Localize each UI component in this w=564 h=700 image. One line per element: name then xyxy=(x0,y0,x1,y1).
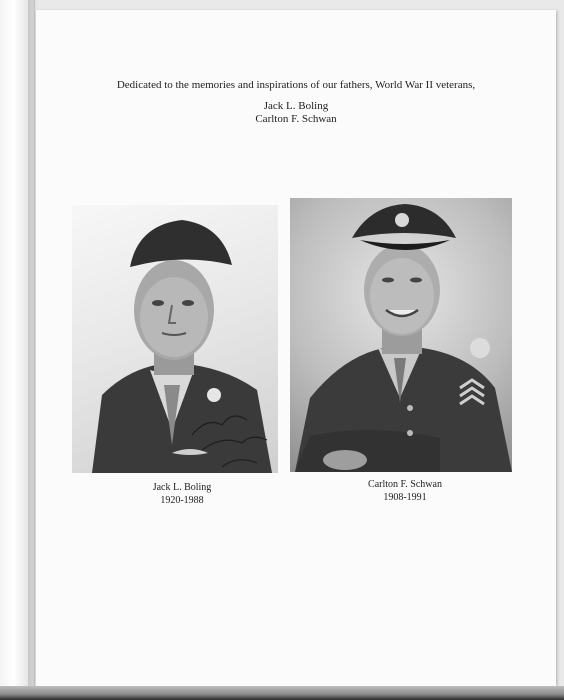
caption-right-years: 1908-1991 xyxy=(383,492,427,503)
caption-left-name: Jack L. Boling xyxy=(152,482,212,493)
caption-left-years: 1920-1988 xyxy=(160,495,204,506)
portrait-left-image xyxy=(72,205,278,473)
portrait-photo-right xyxy=(290,198,512,472)
book-bottom-edge xyxy=(0,686,564,700)
book-page xyxy=(36,10,556,686)
portrait-photo-left xyxy=(72,205,278,473)
caption-right xyxy=(340,478,470,504)
caption-right-name: Carlton F. Schwan xyxy=(368,479,442,490)
dedication-text: Dedicated to the memories and inspirations of our fathers, World War II veterans, xyxy=(116,79,476,91)
caption-left xyxy=(122,481,242,507)
dedication-name-2: Carlton F. Schwan xyxy=(255,113,337,125)
portrait-right-image xyxy=(290,198,512,472)
dedication-name-1: Jack L. Boling xyxy=(263,100,329,112)
dedication-names xyxy=(36,100,556,126)
